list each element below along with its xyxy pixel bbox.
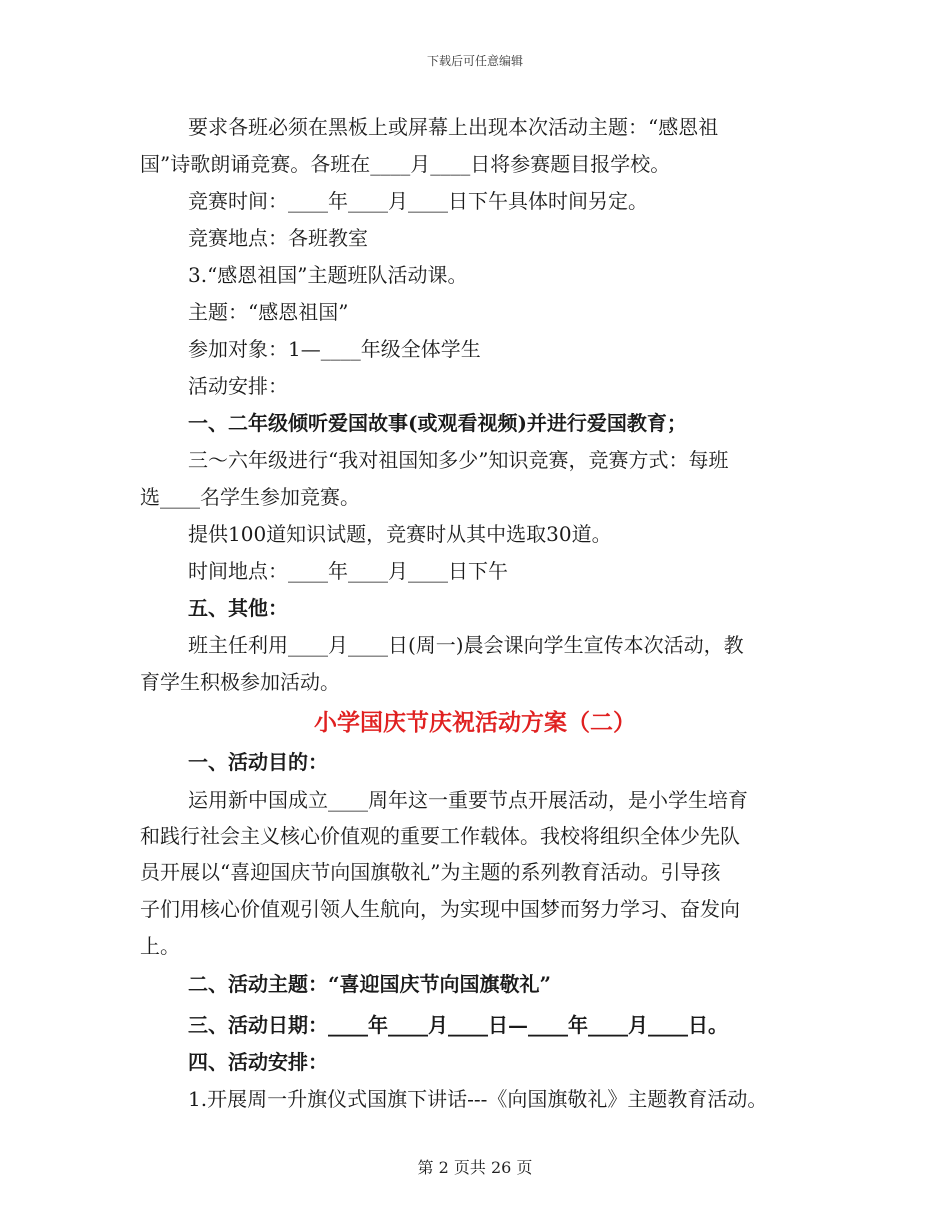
paragraph-line: 子们用核心价值观引领人生航向，为实现中国梦而努力学习、奋发向 bbox=[140, 897, 740, 921]
paragraph-line: 竞赛时间：____年____月____日下午具体时间另定。 bbox=[188, 189, 648, 213]
paragraph-line: 员开展以“喜迎国庆节向国旗敬礼”为主题的系列教育活动。引导孩 bbox=[140, 860, 721, 884]
paragraph-line: 主题：“感恩祖国” bbox=[188, 300, 349, 324]
paragraph-line: 3.“感恩祖国”主题班队活动课。 bbox=[188, 263, 468, 287]
paragraph-line: 参加对象：1—____年级全体学生 bbox=[188, 337, 481, 361]
section-heading: 一、活动目的： bbox=[188, 750, 328, 774]
page-header: 下载后可任意编辑 bbox=[426, 54, 523, 68]
section-heading: 二、活动主题：“喜迎国庆节向国旗敬礼” bbox=[188, 972, 552, 996]
paragraph-line: 育学生积极参加活动。 bbox=[140, 670, 340, 694]
paragraph-line: 三～六年级进行“我对祖国知多少”知识竞赛，竞赛方式：每班 bbox=[188, 448, 729, 472]
section-title: 小学国庆节庆祝活动方案（二） bbox=[314, 709, 636, 736]
section-heading: 四、活动安排： bbox=[188, 1050, 328, 1074]
section-heading: 三、活动日期：____年____月____日—____年____月____日。 bbox=[188, 1013, 728, 1037]
paragraph-line: 上。 bbox=[140, 934, 180, 958]
paragraph-line: 1.开展周一升旗仪式国旗下讲话---《向国旗敬礼》主题教育活动。 bbox=[188, 1087, 768, 1111]
paragraph-line: 运用新中国成立____周年这一重要节点开展活动，是小学生培育 bbox=[188, 788, 748, 812]
page-footer: 第 2 页共 26 页 bbox=[417, 1158, 533, 1177]
paragraph-line: 国”诗歌朗诵竞赛。各班在____月____日将参赛题目报学校。 bbox=[140, 152, 671, 176]
paragraph-line: 竞赛地点：各班教室 bbox=[188, 226, 368, 250]
paragraph-line: 提供100道知识试题，竞赛时从其中选取30道。 bbox=[188, 522, 612, 546]
paragraph-line: 活动安排： bbox=[188, 374, 288, 398]
paragraph-line: 要求各班必须在黑板上或屏幕上出现本次活动主题：“感恩祖 bbox=[188, 115, 719, 139]
paragraph-line: 班主任利用____月____日(周一)晨会课向学生宣传本次活动，教 bbox=[188, 633, 744, 657]
section-heading: 五、其他： bbox=[188, 596, 288, 620]
section-heading: 一、二年级倾听爱国故事(或观看视频)并进行爱国教育； bbox=[188, 411, 687, 435]
paragraph-line: 选____名学生参加竞赛。 bbox=[140, 485, 360, 509]
paragraph-line: 时间地点：____年____月____日下午 bbox=[188, 559, 508, 583]
paragraph-line: 和践行社会主义核心价值观的重要工作载体。我校将组织全体少先队 bbox=[140, 824, 740, 848]
